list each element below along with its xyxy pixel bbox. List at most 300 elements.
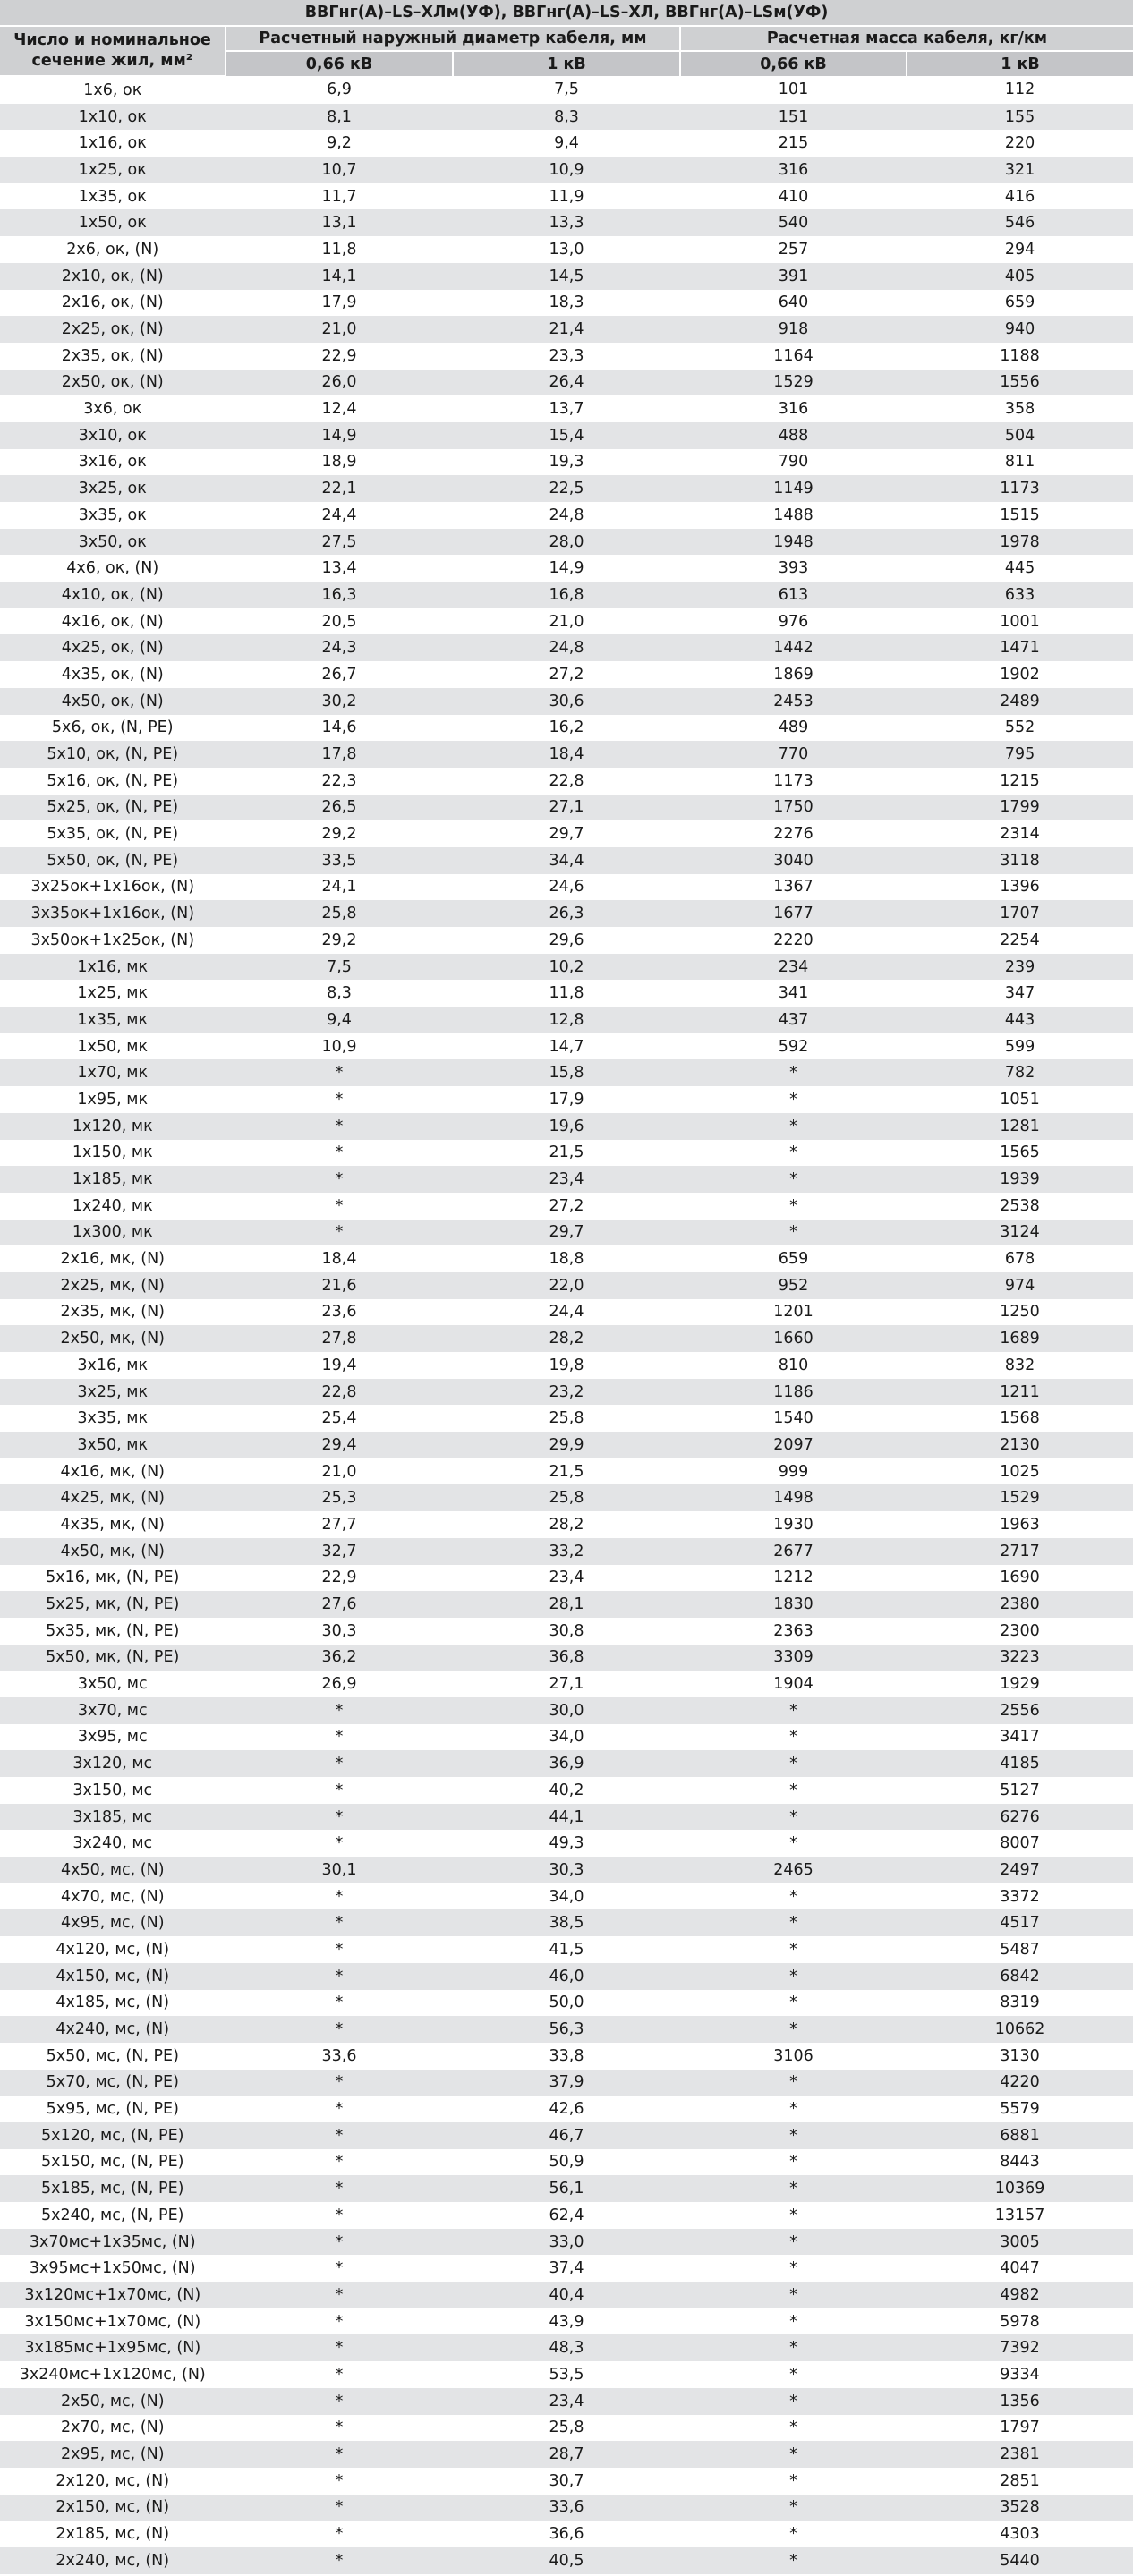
cell-cores-section: 3х50, мк <box>0 1432 226 1458</box>
group-header-mass: Расчетная масса кабеля, кг/км <box>680 26 1133 51</box>
cell-cores-section: 2х95, мс, (N) <box>0 2441 226 2468</box>
cell-cores-section: 2х16, ок, (N) <box>61 293 164 312</box>
table-row <box>0 1591 1133 1618</box>
cell-diameter-066kv: 29,4 <box>226 1432 453 1458</box>
cell-mass-066kv: 770 <box>680 741 907 768</box>
cell-diameter-066kv: 14,9 <box>226 422 453 449</box>
cell-mass-1kv: 832 <box>1004 1356 1035 1374</box>
cell-mass-1kv: 1281 <box>907 1113 1133 1140</box>
cell-cores-section: 1х16, мк <box>0 954 226 981</box>
table-header <box>0 0 1133 76</box>
table-row <box>0 2547 1133 2574</box>
cell-diameter-1kv: 16,2 <box>549 718 584 737</box>
cell-diameter-066kv: 32,7 <box>226 1538 453 1565</box>
cell-diameter-1kv: 11,9 <box>549 187 584 206</box>
cell-mass-1kv: 1939 <box>907 1166 1133 1193</box>
cell-diameter-1kv: 15,4 <box>453 422 680 449</box>
cell-diameter-066kv: 18,4 <box>321 1250 357 1269</box>
subheader-mass-1kv: 1 кВ <box>907 51 1133 76</box>
cell-cores-section: 2х150, мс, (N) <box>0 2495 226 2521</box>
cell-diameter-066kv: * <box>226 2175 453 2202</box>
cell-diameter-1kv: 24,8 <box>453 634 680 661</box>
cell-diameter-066kv: * <box>226 2122 453 2149</box>
cell-cores-section: 4х240, мс, (N) <box>0 2016 226 2043</box>
cell-diameter-066kv: 16,3 <box>226 582 453 608</box>
cell-mass-1kv: 5978 <box>1000 2312 1040 2331</box>
cell-mass-1kv: 220 <box>1004 134 1035 153</box>
cell-mass-066kv: * <box>680 1804 907 1831</box>
cell-mass-1kv: 1689 <box>907 1325 1133 1352</box>
cell-diameter-066kv: 11,8 <box>321 240 357 259</box>
cell-cores-section: 4х25, ок, (N) <box>0 634 226 661</box>
cell-cores-section: 2х25, ок, (N) <box>0 316 226 343</box>
cell-mass-1kv: 3528 <box>907 2495 1133 2521</box>
cell-mass-1kv: 5579 <box>1000 2100 1040 2119</box>
cell-mass-066kv: 257 <box>778 240 809 259</box>
cell-diameter-066kv: 27,7 <box>321 1515 357 1534</box>
table-row <box>0 130 1133 157</box>
cell-mass-1kv: 811 <box>1004 453 1035 472</box>
cell-diameter-066kv: * <box>335 2365 344 2384</box>
cell-diameter-066kv: * <box>226 2334 453 2361</box>
cell-mass-066kv: * <box>789 2100 797 2119</box>
cell-diameter-1kv: 34,0 <box>549 1728 584 1747</box>
table-row <box>0 1883 1133 1910</box>
cell-mass-1kv: 2381 <box>907 2441 1133 2468</box>
cell-mass-1kv: 1568 <box>1000 1409 1040 1428</box>
cell-mass-066kv: 1904 <box>773 1675 814 1694</box>
cell-diameter-1kv: 36,8 <box>453 1645 680 1671</box>
cell-diameter-1kv: 41,5 <box>549 1940 584 1959</box>
cell-mass-066kv: * <box>680 1750 907 1777</box>
cell-diameter-1kv: 13,3 <box>453 209 680 236</box>
cell-diameter-1kv: 29,9 <box>453 1432 680 1458</box>
table-row <box>0 1299 1133 1326</box>
cell-diameter-1kv: 21,5 <box>549 1462 584 1481</box>
cell-cores-section: 3х150, мс <box>72 1781 153 1799</box>
cell-mass-066kv: * <box>680 2495 907 2521</box>
table-row <box>0 1565 1133 1592</box>
cell-mass-066kv: 215 <box>778 134 809 153</box>
cell-cores-section: 5х185, мс, (N, PE) <box>0 2175 226 2202</box>
cell-mass-1kv: 239 <box>907 954 1133 981</box>
cell-diameter-1kv: 25,8 <box>453 1484 680 1511</box>
table-row <box>0 1671 1133 1697</box>
table-row <box>0 795 1133 821</box>
cell-mass-066kv: * <box>789 2206 797 2224</box>
cell-cores-section: 3х35, ок <box>78 506 147 524</box>
table-row <box>0 1379 1133 1406</box>
cell-mass-066kv: * <box>789 2153 797 2172</box>
cell-diameter-066kv: 22,9 <box>321 1569 357 1587</box>
cell-diameter-066kv: 9,4 <box>226 1007 453 1033</box>
cell-diameter-066kv: 30,2 <box>226 688 453 715</box>
cell-mass-066kv: * <box>680 1909 907 1936</box>
table-row <box>0 927 1133 954</box>
table-row <box>0 395 1133 422</box>
cell-cores-section: 1х35, мк <box>0 1007 226 1033</box>
cell-mass-066kv: 3040 <box>680 847 907 874</box>
cell-cores-section: 5х70, мс, (N, PE) <box>0 2070 226 2096</box>
cell-diameter-066kv: 36,2 <box>226 1645 453 1671</box>
cell-mass-066kv: 1173 <box>773 771 814 790</box>
cell-mass-1kv: 1396 <box>1000 878 1040 897</box>
table-row <box>0 1245 1133 1272</box>
table-row <box>0 1645 1133 1671</box>
cell-cores-section: 5х150, мс, (N, PE) <box>41 2153 184 2172</box>
cell-mass-066kv: 488 <box>680 422 907 449</box>
cell-mass-1kv: 7392 <box>907 2334 1133 2361</box>
cell-diameter-066kv: * <box>226 2441 453 2468</box>
cell-diameter-066kv: 22,9 <box>321 346 357 365</box>
cell-diameter-1kv: 33,8 <box>549 2046 584 2065</box>
table-row <box>0 2096 1133 2122</box>
cell-mass-1kv: 321 <box>907 157 1133 183</box>
table-row <box>0 768 1133 795</box>
cell-mass-1kv: 2254 <box>1000 931 1040 949</box>
cell-diameter-066kv: 7,5 <box>226 954 453 981</box>
cell-cores-section: 3х25, ок <box>0 475 226 502</box>
table-row <box>0 1990 1133 2017</box>
cell-cores-section: 4х6, ок, (N) <box>66 559 159 578</box>
cell-mass-1kv: 2717 <box>907 1538 1133 1565</box>
cell-diameter-066kv: * <box>226 2547 453 2574</box>
cell-mass-066kv: 1498 <box>680 1484 907 1511</box>
cell-diameter-066kv: * <box>335 1781 344 1799</box>
cell-diameter-066kv: 17,8 <box>226 741 453 768</box>
cell-mass-1kv: 552 <box>1004 718 1035 737</box>
cell-mass-1kv: 633 <box>907 582 1133 608</box>
cell-mass-1kv: 1471 <box>907 634 1133 661</box>
cell-mass-1kv: 2489 <box>907 688 1133 715</box>
cell-mass-1kv: 9334 <box>1000 2365 1040 2384</box>
cell-mass-066kv: * <box>789 2419 797 2437</box>
table-row <box>0 1936 1133 1963</box>
subheader-diameter-066kv: 0,66 кВ <box>226 51 453 76</box>
cell-diameter-1kv: 27,2 <box>549 665 584 684</box>
cell-cores-section: 3х95, мс <box>77 1728 148 1747</box>
cell-cores-section: 1х120, мк <box>0 1113 226 1140</box>
cell-mass-1kv: 1051 <box>1000 1090 1040 1109</box>
cell-diameter-066kv: * <box>335 2419 344 2437</box>
cell-cores-section: 3х120мс+1х70мс, (N) <box>0 2282 226 2308</box>
cell-cores-section: 2х240, мс, (N) <box>0 2547 226 2574</box>
cell-cores-section: 3х185, мс <box>0 1804 226 1831</box>
cell-diameter-1kv: 28,2 <box>453 1325 680 1352</box>
cell-cores-section: 1х16, ок <box>78 134 147 153</box>
cell-diameter-1kv: 33,0 <box>453 2229 680 2256</box>
cell-cores-section: 1х35, ок <box>78 187 147 206</box>
cell-diameter-1kv: 40,5 <box>453 2547 680 2574</box>
cell-diameter-1kv: 14,9 <box>549 559 584 578</box>
cell-diameter-1kv: 40,4 <box>453 2282 680 2308</box>
cell-diameter-066kv: 23,6 <box>321 1303 357 1322</box>
cell-cores-section: 4х35, ок, (N) <box>61 665 164 684</box>
cell-diameter-1kv: 26,4 <box>453 370 680 396</box>
cell-cores-section: 3х25, мк <box>0 1379 226 1406</box>
table-row <box>0 1059 1133 1086</box>
cell-cores-section: 3х50, мс <box>77 1675 148 1694</box>
cell-diameter-066kv: * <box>226 1220 453 1246</box>
table-row <box>0 1007 1133 1033</box>
cell-mass-1kv: 5440 <box>907 2547 1133 2574</box>
cell-diameter-066kv: * <box>226 2388 453 2415</box>
cell-diameter-066kv: 27,6 <box>226 1591 453 1618</box>
table-row <box>0 2229 1133 2256</box>
cell-diameter-066kv: * <box>335 1834 344 1853</box>
cell-diameter-066kv: * <box>226 1059 453 1086</box>
cell-diameter-1kv: 30,0 <box>453 1697 680 1724</box>
cell-cores-section: 3х185мс+1х95мс, (N) <box>0 2334 226 2361</box>
table-row <box>0 263 1133 290</box>
cell-mass-066kv: 999 <box>778 1462 809 1481</box>
cell-diameter-066kv: * <box>226 1697 453 1724</box>
table-row <box>0 661 1133 688</box>
cell-mass-066kv: 2363 <box>773 1621 814 1640</box>
cell-diameter-066kv: 10,9 <box>321 1037 357 1056</box>
cell-mass-1kv: 678 <box>1004 1250 1035 1269</box>
cell-cores-section: 2х50, мк, (N) <box>0 1325 226 1352</box>
cell-diameter-066kv: 24,4 <box>321 506 357 524</box>
cell-cores-section: 5х35, мк, (N, PE) <box>46 1621 180 1640</box>
cell-diameter-1kv: 36,6 <box>549 2525 584 2544</box>
cell-mass-066kv: * <box>680 2070 907 2096</box>
cell-mass-1kv: 1188 <box>1000 346 1040 365</box>
cell-cores-section: 1х10, ок <box>0 104 226 131</box>
cell-diameter-1kv: 28,1 <box>453 1591 680 1618</box>
cell-cores-section: 3х16, мк <box>77 1356 149 1374</box>
table-row <box>0 2043 1133 2070</box>
table-row <box>0 555 1133 582</box>
cell-mass-1kv: 405 <box>907 263 1133 290</box>
cell-cores-section: 4х185, мс, (N) <box>55 1994 170 2012</box>
cell-mass-1kv: 1211 <box>907 1379 1133 1406</box>
cell-diameter-066kv: 29,2 <box>321 825 357 844</box>
table-row <box>0 475 1133 502</box>
table-row <box>0 502 1133 529</box>
table-row <box>0 2495 1133 2521</box>
cell-mass-1kv: 4303 <box>1000 2525 1040 2544</box>
cell-cores-section: 4х16, мк, (N) <box>60 1462 166 1481</box>
cell-diameter-1kv: 44,1 <box>453 1804 680 1831</box>
cell-diameter-066kv: 18,9 <box>321 453 357 472</box>
cell-diameter-066kv: * <box>335 1090 344 1109</box>
cell-mass-066kv: 2677 <box>680 1538 907 1565</box>
cell-mass-066kv: 976 <box>778 612 809 631</box>
cell-diameter-066kv: * <box>226 2282 453 2308</box>
cell-diameter-066kv: 14,6 <box>321 718 357 737</box>
cell-diameter-1kv: 25,8 <box>549 2419 584 2437</box>
cell-diameter-1kv: 46,7 <box>453 2122 680 2149</box>
cell-mass-066kv: 1149 <box>680 475 907 502</box>
cell-cores-section: 1х50, мк <box>77 1037 149 1056</box>
cell-mass-066kv: * <box>680 2229 907 2256</box>
cell-mass-1kv: 1690 <box>1000 1569 1040 1587</box>
cell-diameter-066kv: 9,2 <box>327 134 352 153</box>
cell-diameter-1kv: 27,1 <box>549 1675 584 1694</box>
cell-cores-section: 1х6, ок <box>83 81 142 99</box>
cell-diameter-1kv: 42,6 <box>549 2100 584 2119</box>
cell-diameter-066kv: 26,7 <box>321 665 357 684</box>
cell-mass-066kv: 1442 <box>680 634 907 661</box>
cell-diameter-1kv: 40,2 <box>549 1781 584 1799</box>
table-row <box>0 1618 1133 1645</box>
table-row <box>0 1166 1133 1193</box>
cell-mass-066kv: * <box>680 2441 907 2468</box>
table-row <box>0 2334 1133 2361</box>
cell-mass-1kv: 112 <box>1004 81 1035 99</box>
cell-mass-1kv: 599 <box>1004 1037 1035 1056</box>
cell-diameter-1kv: 53,5 <box>549 2365 584 2384</box>
table-row <box>0 820 1133 847</box>
cell-cores-section: 5х25, ок, (N, PE) <box>0 795 226 821</box>
table-row <box>0 634 1133 661</box>
cell-diameter-1kv: 28,0 <box>453 529 680 556</box>
cell-mass-066kv: * <box>789 2312 797 2331</box>
cell-diameter-1kv: 21,5 <box>549 1143 584 1162</box>
cell-diameter-1kv: 37,9 <box>453 2070 680 2096</box>
cell-mass-1kv: 1797 <box>1000 2419 1040 2437</box>
table-row <box>0 2016 1133 2043</box>
cell-cores-section: 5х50, мс, (N, PE) <box>46 2046 179 2065</box>
cell-diameter-1kv: 24,8 <box>549 506 584 524</box>
cell-mass-1kv: 294 <box>1004 240 1035 259</box>
table-row <box>0 1830 1133 1857</box>
cell-cores-section: 5х95, мс, (N, PE) <box>46 2100 179 2119</box>
cell-diameter-1kv: 49,3 <box>549 1834 584 1853</box>
cell-diameter-066kv: * <box>335 2153 344 2172</box>
cell-diameter-1kv: 25,8 <box>549 1409 584 1428</box>
cell-cores-section: 3х150мс+1х70мс, (N) <box>24 2312 201 2331</box>
cell-mass-1kv: 940 <box>907 316 1133 343</box>
table-row <box>0 236 1133 263</box>
cell-mass-066kv: 234 <box>680 954 907 981</box>
cell-diameter-066kv: 22,3 <box>321 771 357 790</box>
cell-mass-066kv: 2220 <box>773 931 814 949</box>
cell-mass-066kv: 1367 <box>773 878 814 897</box>
cell-diameter-1kv: 23,4 <box>453 1166 680 1193</box>
cell-mass-066kv: 1164 <box>773 346 814 365</box>
cell-mass-1kv: 782 <box>907 1059 1133 1086</box>
cell-diameter-066kv: 27,5 <box>226 529 453 556</box>
cell-mass-1kv: 3124 <box>907 1220 1133 1246</box>
cell-diameter-1kv: 27,2 <box>549 1196 584 1215</box>
cell-mass-066kv: * <box>680 1963 907 1990</box>
cell-diameter-066kv: 19,4 <box>321 1356 357 1374</box>
cell-diameter-1kv: 23,3 <box>549 346 584 365</box>
cell-mass-066kv: 341 <box>778 984 809 1003</box>
table-row <box>0 1777 1133 1804</box>
cell-mass-066kv: 1948 <box>680 529 907 556</box>
cell-diameter-1kv: 18,3 <box>549 293 584 312</box>
table-row <box>0 1325 1133 1352</box>
table-row <box>0 316 1133 343</box>
cell-diameter-066kv: 24,3 <box>226 634 453 661</box>
cell-mass-1kv: 6276 <box>907 1804 1133 1831</box>
cell-diameter-066kv: 21,0 <box>226 316 453 343</box>
cell-mass-1kv: 8319 <box>1000 1994 1040 2012</box>
cell-mass-1kv: 1929 <box>1000 1675 1040 1694</box>
cell-diameter-066kv: 12,4 <box>321 400 357 419</box>
cell-mass-066kv: * <box>680 2547 907 2574</box>
cell-cores-section: 2х185, мс, (N) <box>55 2525 170 2544</box>
cell-cores-section: 3х16, ок <box>78 453 147 472</box>
cell-cores-section: 5х6, ок, (N, PE) <box>51 718 174 737</box>
cell-diameter-066kv: 21,0 <box>321 1462 357 1481</box>
table-row <box>0 1538 1133 1565</box>
table-row <box>0 688 1133 715</box>
table-row <box>0 2070 1133 2096</box>
cell-diameter-066kv: * <box>335 1940 344 1959</box>
cell-cores-section: 4х16, ок, (N) <box>61 612 164 631</box>
cell-mass-066kv: 1186 <box>680 1379 907 1406</box>
table-row <box>0 2149 1133 2176</box>
cell-mass-1kv: 1215 <box>1000 771 1040 790</box>
cell-mass-1kv: 6842 <box>907 1963 1133 1990</box>
cell-mass-066kv: 1677 <box>680 900 907 927</box>
cell-cores-section: 4х70, мс, (N) <box>60 1887 165 1906</box>
cell-mass-066kv: 1212 <box>773 1569 814 1587</box>
cell-mass-066kv: * <box>680 2175 907 2202</box>
cell-diameter-1kv: 30,6 <box>453 688 680 715</box>
cell-cores-section: 5х16, мк, (N, PE) <box>46 1569 180 1587</box>
cell-cores-section: 4х120, мс, (N) <box>55 1940 170 1959</box>
table-row <box>0 449 1133 476</box>
cell-diameter-1kv: 50,0 <box>549 1994 584 2012</box>
cell-mass-1kv: 1173 <box>907 475 1133 502</box>
table-row <box>0 1113 1133 1140</box>
cell-cores-section: 4х35, мк, (N) <box>60 1515 166 1534</box>
table-row <box>0 1697 1133 1724</box>
cell-diameter-1kv: 37,4 <box>549 2259 584 2278</box>
cell-mass-066kv: 3309 <box>680 1645 907 1671</box>
cell-mass-066kv: 613 <box>680 582 907 608</box>
cell-mass-1kv: 3130 <box>1000 2046 1040 2065</box>
cell-mass-066kv: * <box>789 1834 797 1853</box>
cell-diameter-1kv: 34,0 <box>549 1887 584 1906</box>
cell-mass-1kv: 1356 <box>907 2388 1133 2415</box>
table-title: ВВГнг(А)–LS–ХЛм(УФ), ВВГнг(А)–LS–ХЛ, ВВГнг(А)–LSм(УФ) <box>0 0 1133 26</box>
cell-mass-066kv: 101 <box>778 81 809 99</box>
cell-mass-066kv: 1529 <box>680 370 907 396</box>
cell-diameter-1kv: 18,4 <box>453 741 680 768</box>
cell-diameter-066kv: 33,5 <box>226 847 453 874</box>
table-row <box>0 1405 1133 1432</box>
cell-mass-066kv: 952 <box>680 1272 907 1299</box>
cell-mass-1kv: 3118 <box>907 847 1133 874</box>
cell-mass-1kv: 1025 <box>1000 1462 1040 1481</box>
table-row <box>0 2282 1133 2308</box>
cell-mass-1kv: 504 <box>907 422 1133 449</box>
cell-cores-section: 3х50, ок <box>0 529 226 556</box>
cell-diameter-1kv: 18,8 <box>549 1250 584 1269</box>
cell-diameter-1kv: 22,0 <box>453 1272 680 1299</box>
cell-diameter-066kv: * <box>226 2016 453 2043</box>
cell-mass-066kv: 2453 <box>680 688 907 715</box>
subheader-diameter-1kv: 1 кВ <box>453 51 680 76</box>
cell-mass-066kv: 810 <box>778 1356 809 1374</box>
cell-diameter-066kv: * <box>335 1887 344 1906</box>
cell-mass-1kv: 2851 <box>1000 2471 1040 2490</box>
cell-diameter-1kv: 22,5 <box>453 475 680 502</box>
cell-diameter-066kv: 26,9 <box>321 1675 357 1694</box>
cell-mass-066kv: * <box>680 1166 907 1193</box>
cell-mass-1kv: 2556 <box>907 1697 1133 1724</box>
table-row <box>0 1511 1133 1538</box>
cell-diameter-066kv: 30,1 <box>226 1857 453 1883</box>
cell-diameter-066kv: 25,3 <box>226 1484 453 1511</box>
table-row <box>0 2361 1133 2388</box>
